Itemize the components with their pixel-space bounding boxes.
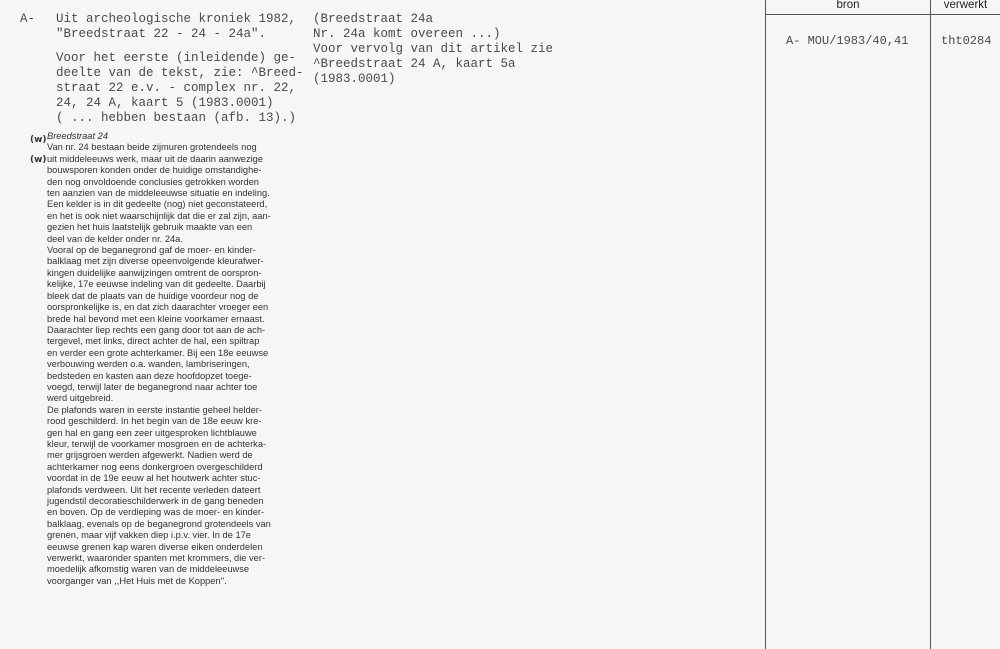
article-line: Van nr. 24 bestaan beide zijmuren grotendeels nog <box>47 142 257 153</box>
article-line: kingen duidelijke aanwijzingen omtrent de oorspron- <box>47 267 262 278</box>
article-line: brede hal bevond met een kleine voorkamer ernaast. <box>47 313 265 324</box>
verwerkt-entry: tht0284 <box>941 34 992 48</box>
marker-icon: (w) <box>30 135 47 145</box>
marker-icon: (w) <box>30 155 47 165</box>
article-line: en boven. Op de verdieping was de moer- en kinder- <box>47 507 265 518</box>
article-line: voordat in de 19e eeuw al het houtwerk achter stuc- <box>47 473 261 484</box>
bron-entry: A- MOU/1983/40,41 <box>786 34 909 48</box>
article-line: plafonds verdween. Uit het recente verleden dateert <box>47 484 261 495</box>
article-line: Een kelder is in dit gedeelte (nog) niet geconstateerd, <box>47 199 268 210</box>
article-line: rood geschilderd. In het begin van de 18e eeuw kre- <box>47 416 262 427</box>
article-line: deel van de kelder onder nr. 24a. <box>47 233 183 244</box>
article-line: balklaag met zijn diverse opeenvolgende kleurafwer- <box>47 256 264 267</box>
article-line: jugendstil decoratieschilderwerk in de gang beneden <box>47 496 264 506</box>
article-line: mer grijsgroen werden afgewerkt. Nadien werd de <box>47 450 253 461</box>
typed-note-right: (Breedstraat 24a Nr. 24a komt overeen ...) Voor vervolg van dit artikel zie ^Breedstraat 24 A, kaart 5a (1983.0001) <box>313 12 554 86</box>
printed-article <box>30 131 300 587</box>
column-divider-verwerkt <box>930 0 931 649</box>
article-line: en het is ook niet waarschijnlijk dat die er zal zijn, aan- <box>47 210 271 221</box>
bron-header: bron <box>836 0 860 11</box>
article-line: uit middeleeuws werk, maar uit de daarin aanwezige <box>47 153 264 164</box>
article-line: bedsteden en kasten aan deze hoofdopzet toege- <box>47 370 252 381</box>
article-line: werd uitgebreid. <box>47 393 114 404</box>
article-line: oorspronkelijke is, en dat zich daarachter vroeger een <box>47 302 269 313</box>
article-line: verbouwing werden o.a. wanden, lambriseringen, <box>47 359 250 370</box>
article-line: den nog onvoldoende conclusies getrokken worden <box>47 176 259 187</box>
article-line: Vooral op de beganegrond gaf de moer- en kinder- <box>47 245 256 256</box>
article-line: gezien het huis laatstelijk gebruik maakte van een <box>47 222 253 233</box>
article-line: achterkamer nog eens donkergroen overgeschilderd <box>47 461 263 472</box>
note-paragraph-source: Uit archeologische kroniek 1982, "Breedstraat 22 - 24 - 24a". <box>56 12 297 41</box>
article-line: en verder een grote achterkamer. Bij een 18e eeuwse <box>47 347 269 358</box>
article-line: moedelijk afkomstig waren van de middeleeuwse <box>47 564 250 575</box>
verwerkt-header: verwerkt <box>943 0 988 11</box>
note-prefix: A- <box>20 12 36 26</box>
article-line: tergevel, met links, direct achter de hal, een spiltrap <box>47 336 260 347</box>
article-line: grenen, maar vijf vakken diep i.p.v. vier. In de 17e <box>47 530 251 541</box>
article-line: kelijke, 17e eeuwse indeling van dit gedeelte. Daarbij <box>47 279 266 290</box>
article-line: De plafonds waren in eerste instantie geheel helder- <box>47 404 262 415</box>
article-body <box>47 142 300 587</box>
note-paragraph-reference: Voor het eerste (inleidende) ge- deelte van de tekst, zie: ^Breed- straat 22 e.v. - complex nr. 22, 24, 24 A, kaart 5 (1983.0001) ( ... hebben bestaan (afb. 13).) <box>56 51 304 125</box>
article-line: eeuwse grenen kap waren diverse eiken onderdelen <box>47 541 263 552</box>
article-line: Daarachter liep rechts een gang door tot aan de ach- <box>47 324 266 335</box>
header-underline <box>765 14 1000 15</box>
article-line: bleek dat de plaats van de huidige voordeur nog de <box>47 290 259 301</box>
article-line: voorganger van ,,Het Huis met de Koppen''. <box>47 575 227 586</box>
article-line: verwerkt, waaronder spanten met krommers, die ver- <box>47 553 266 564</box>
article-line: ten aanzien van de middeleeuwse situatie en indeling. <box>47 188 270 199</box>
article-line: gen hal en gang een zeer uitgesproken lichtblauwe <box>47 427 257 438</box>
article-line: voegd, terwijl later de beganegrond naar achter toe <box>47 381 258 392</box>
article-line: balklaag, evenals op de beganegrond grotendeels van <box>47 518 271 529</box>
article-line: bouwsporen konden onder de huidige omstandighe- <box>47 165 262 176</box>
typed-note-left <box>20 12 310 135</box>
article-line: kleur, terwijl de voorkamer mosgroen en de achterka- <box>47 438 267 449</box>
article-heading: Breedstraat 24 <box>47 131 108 141</box>
column-divider-bron <box>765 0 766 649</box>
